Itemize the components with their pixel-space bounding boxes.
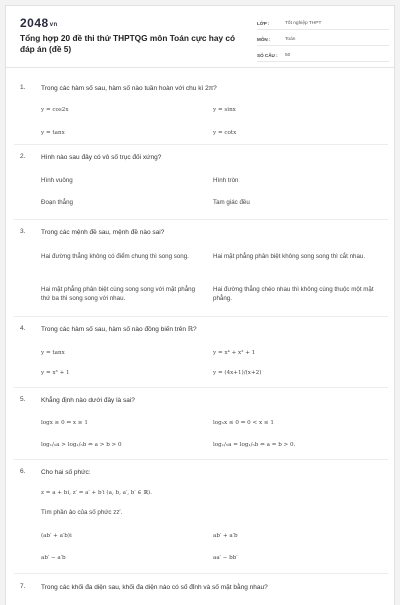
question-text: Trong các hàm số sau, hàm số nào tuần hoàn với chu kì 2π? (41, 85, 217, 92)
answer-option-c[interactable]: Hai mặt phẳng phân biệt cùng song song với mặt phẳng thứ ba thì song song với nhau. (41, 286, 196, 302)
answer-option-b[interactable]: y = x⁴ + x² + 1 (213, 350, 256, 356)
divider (14, 219, 388, 220)
answer-option-a[interactable]: Hai đường thẳng không có điểm chung thì song song. (41, 253, 189, 260)
logo-text: 2048 (20, 16, 49, 30)
answer-option-a[interactable]: y = cos2x (41, 107, 69, 113)
meta-value: 50 (285, 53, 291, 58)
divider (14, 316, 388, 317)
answer-option-c[interactable]: y = tanx (41, 130, 65, 136)
question-text: Khẳng định nào dưới đây là sai? (41, 397, 135, 404)
answer-option-c[interactable]: ab′ − a′b (41, 555, 66, 561)
meta-row-count (257, 50, 389, 62)
document-title: Tổng hợp 20 đề thi thử THPTQG môn Toán cực hay có đáp án (đề 5) (20, 33, 236, 54)
answer-option-c[interactable]: y = x³ + 1 (41, 370, 70, 376)
question-number: 3. (20, 228, 26, 235)
meta-label: LỚP : (257, 21, 270, 26)
divider (14, 387, 388, 388)
document-page (5, 5, 395, 605)
question-text: Trong các hàm số sau, hàm số nào đồng biến trên ℝ? (41, 326, 197, 333)
divider (14, 144, 388, 145)
answer-option-a[interactable]: y = tanx (41, 350, 65, 356)
question-number: 2. (20, 153, 26, 160)
answer-option-d[interactable]: y = cotx (213, 130, 237, 136)
question-formula: z = a + bi, z′ = a′ + b′i (a, b, a′, b′ ∈ ℝ). (41, 490, 152, 496)
meta-label: SỐ CÂU : (257, 53, 278, 58)
site-logo[interactable] (20, 16, 58, 30)
answer-option-d[interactable]: aa′ − bb′ (213, 555, 238, 561)
answer-option-d[interactable]: Tam giác đều (213, 199, 250, 206)
answer-option-b[interactable]: y = sinx (213, 107, 236, 113)
answer-option-a[interactable]: Hình vuông (41, 177, 73, 184)
document-header (6, 6, 394, 68)
meta-value: Tốt nghiệp THPT (285, 21, 322, 26)
question-number: 5. (20, 396, 26, 403)
answer-option-b[interactable]: Hình tròn (213, 177, 239, 184)
question-text: Trong các khối đa diện sau, khối đa diện nào có số đỉnh và số mặt bằng nhau? (41, 584, 268, 591)
document-meta (257, 18, 389, 66)
meta-row-class (257, 18, 389, 30)
answer-option-d[interactable]: log₁/₅a = log₁/₅b ⇔ a = b > 0. (213, 442, 296, 448)
answer-option-c[interactable]: log₁/₅a > log₁/₅b ⇔ a > b > 0 (41, 442, 122, 448)
answer-option-b[interactable]: Hai mặt phẳng phân biệt không song song thì cắt nhau. (213, 253, 366, 260)
answer-option-d[interactable]: y = (4x+1)/(x+2) (213, 370, 262, 376)
answer-option-b[interactable]: log₅x ≤ 0 ⇔ 0 < x ≤ 1 (213, 420, 274, 426)
question-number: 6. (20, 468, 26, 475)
question-subtext: Tìm phần ảo của số phức zz′. (41, 509, 123, 516)
question-text: Hình nào sau đây có vô số trục đối xứng? (41, 154, 162, 161)
answer-option-a[interactable]: (ab′ + a′b)i (41, 533, 72, 539)
meta-label: MÔN : (257, 37, 271, 42)
logo-suffix: vn (49, 22, 58, 28)
question-text: Cho hai số phức: (41, 469, 91, 476)
meta-row-subject (257, 34, 389, 46)
answer-option-a[interactable]: logx ≥ 0 ⇔ x ≥ 1 (41, 420, 88, 426)
question-number: 4. (20, 325, 26, 332)
question-number: 1. (20, 84, 26, 91)
meta-value: Toán (285, 37, 296, 42)
divider (14, 459, 388, 460)
divider (14, 573, 388, 574)
question-text: Trong các mệnh đề sau, mệnh đề nào sai? (41, 229, 165, 236)
answer-option-b[interactable]: ab′ + a′b (213, 533, 238, 539)
answer-option-d[interactable]: Hai đường thẳng chéo nhau thì không cùng thuộc một mặt phẳng. (213, 286, 374, 302)
answer-option-c[interactable]: Đoạn thẳng (41, 199, 73, 206)
question-number: 7. (20, 583, 26, 590)
